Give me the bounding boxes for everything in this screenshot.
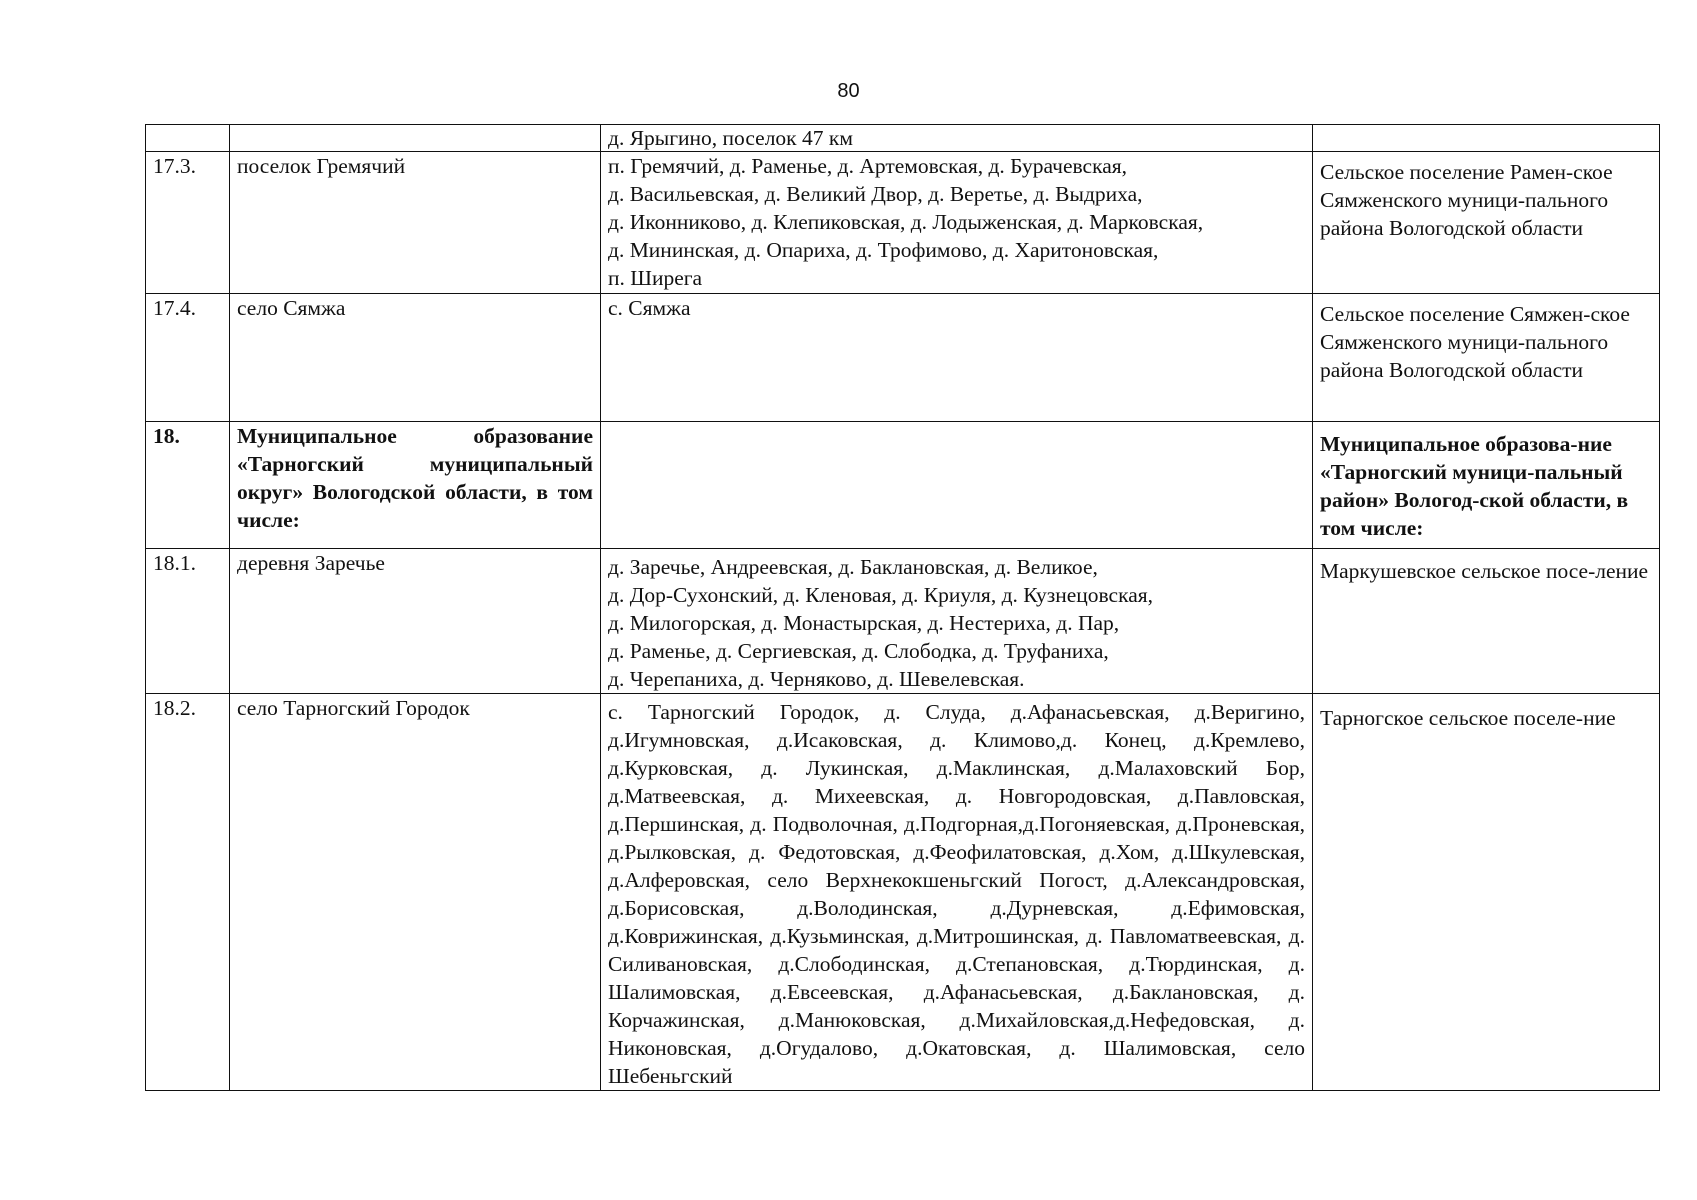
former-municipality: Маркушевское сельское посе-ление <box>1313 549 1660 694</box>
row-number: 17.4. <box>146 294 230 422</box>
former-municipality: Сельское поселение Рамен-ское Сямженского муници-пального района Вологодской области <box>1313 152 1660 294</box>
admin-center: деревня Заречье <box>230 549 601 694</box>
row-number: 17.3. <box>146 152 230 294</box>
former-municipality: Муниципальное образова-ние «Тарногский муници-пальный район» Вологод-ской области, в том числе: <box>1313 422 1660 549</box>
settlement-line: п. Гремячий, д. Раменье, д. Артемовская, д. Бурачевская, <box>608 154 1128 178</box>
settlements-list <box>601 422 1313 549</box>
settlements-list <box>601 152 1313 294</box>
page-number: 80 <box>837 80 860 102</box>
former-municipality <box>1313 125 1660 152</box>
settlements-table <box>145 124 1660 1091</box>
settlement-line: д. Черепаниха, д. Черняково, д. Шевелевская. <box>608 667 1025 691</box>
settlement-line: д. Иконниково, д. Клепиковская, д. Лодыженская, д. Марковская, <box>608 210 1204 234</box>
settlement-line: д. Раменье, д. Сергиевская, д. Слободка, д. Труфаниха, <box>608 639 1109 663</box>
settlement-line: с. Сямжа <box>608 296 691 320</box>
table-row <box>146 549 1660 694</box>
table-row <box>146 152 1660 294</box>
table-row <box>146 294 1660 422</box>
admin-center: Муниципальное образование «Тарногский муниципальный округ» Вологодской области, в том числе: <box>230 422 601 549</box>
row-number: 18.2. <box>146 694 230 1091</box>
admin-center <box>230 125 601 152</box>
row-number <box>146 125 230 152</box>
table-row <box>146 125 1660 152</box>
admin-center: поселок Гремячий <box>230 152 601 294</box>
former-municipality: Тарногское сельское поселе-ние <box>1313 694 1660 1091</box>
admin-center: село Тарногский Городок <box>230 694 601 1091</box>
settlement-line: д. Мининская, д. Опариха, д. Трофимово, д. Харитоновская, <box>608 238 1159 262</box>
settlement-line: д. Милогорская, д. Монастырская, д. Нестериха, д. Пар, <box>608 611 1120 635</box>
row-number: 18. <box>146 422 230 549</box>
settlement-line: д. Васильевская, д. Великий Двор, д. Веретье, д. Выдриха, <box>608 182 1143 206</box>
settlements-list <box>601 549 1313 694</box>
settlement-line: п. Ширега <box>608 266 703 290</box>
settlement-line: д. Ярыгино, поселок 47 км <box>608 126 853 150</box>
settlement-line: д. Заречье, Андреевская, д. Баклановская, д. Великое, <box>608 555 1098 579</box>
row-number: 18.1. <box>146 549 230 694</box>
settlement-line: д. Дор-Сухонский, д. Кленовая, д. Криуля, д. Кузнецовская, <box>608 583 1154 607</box>
settlements-list <box>601 294 1313 422</box>
settlements-list <box>601 125 1313 152</box>
table-row <box>146 694 1660 1091</box>
former-municipality: Сельское поселение Сямжен-ское Сямженского муници-пального района Вологодской области <box>1313 294 1660 422</box>
table-row <box>146 422 1660 549</box>
settlements-list: с. Тарногский Городок, д. Слуда, д.Афанасьевская, д.Веригино, д.Игумновская, д.Исаковская, д. Климово,д. Конец, д.Кремлево, д.Курковская, д. Лукинская, д.Маклинская, д.Малаховский Бор, д.Матвеевская, д. Михеевская, д. Новгородовская, д.Павловская, д.Першинская, д. Подволочная, д.Подгорная,д.Погоняевская, д.Проневская, д.Рылковская, д. Федотовская, д.Феофилатовская, д.Хом, д.Шкулевская, д.Алферовская, село Верхнекокшеньгский Погост, д.Александровская, д.Борисовская, д.Володинская, д.Дурневская, д.Ефимовская, д.Коврижинская, д.Кузьминская, д.Митрошинская, д. Павломатвеевская, д. Силивановская, д.Слободинская, д.Степановская, д.Тюрдинская, д. Шалимовская, д.Евсеевская, д.Афанасьевская, д.Баклановская, д. Корчажинская, д.Манюковская, д.Михайловская,д.Нефедовская, д. Никоновская, д.Огудалово, д.Окатовская, д. Шалимовская, село Шебеньгский <box>601 694 1313 1091</box>
admin-center: село Сямжа <box>230 294 601 422</box>
